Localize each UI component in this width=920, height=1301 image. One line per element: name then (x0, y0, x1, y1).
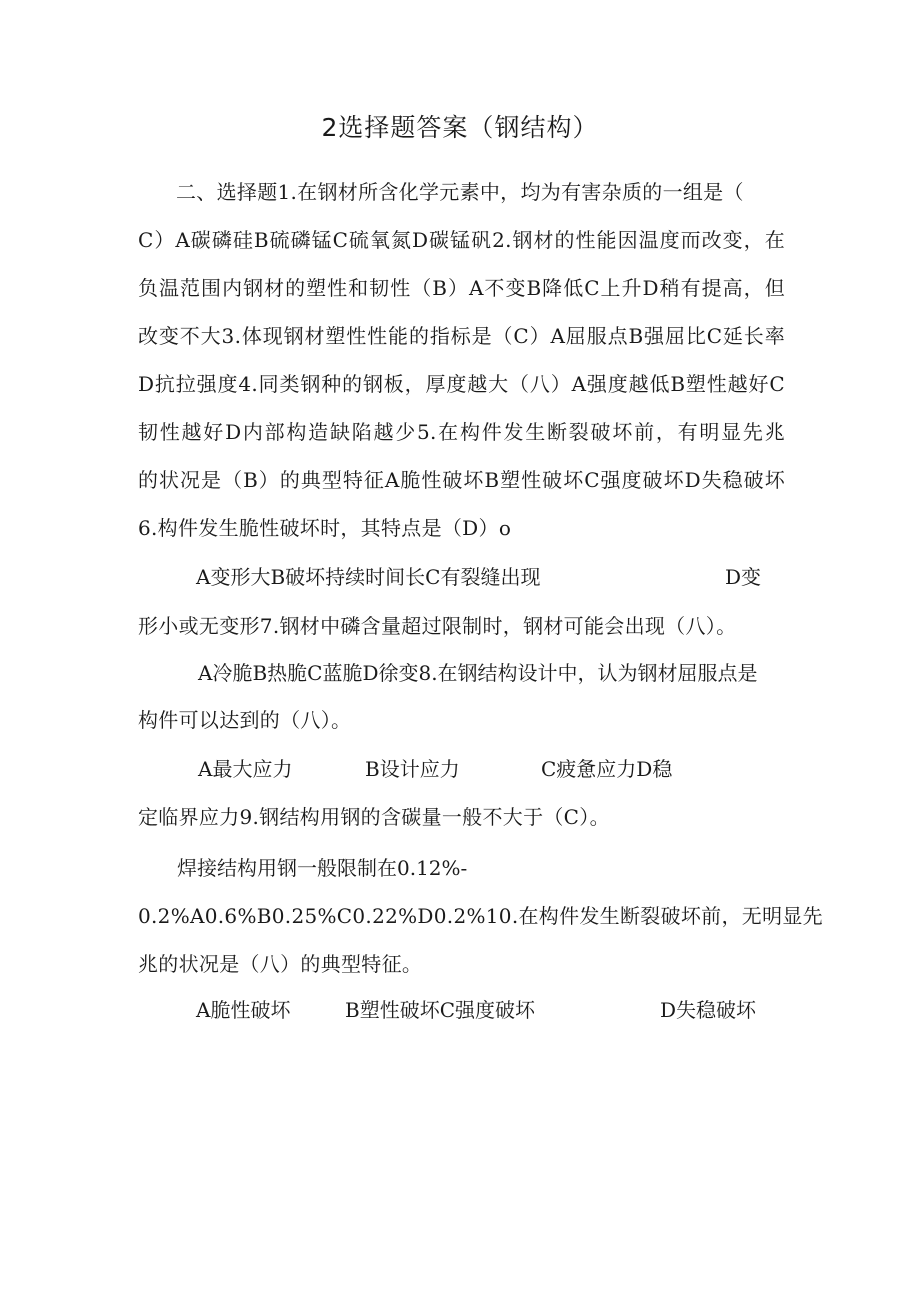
option-a: A最大应力 (198, 757, 293, 781)
paragraph-line: 定临界应力9.钢结构用钢的含碳量一般不大于（C）。 (138, 805, 610, 829)
paragraph-line: 0.2%A0.6%B0.25%C0.22%D0.2%10.在构件发生断裂破坏前，无明显先 (138, 904, 823, 928)
option-b: B设计应力 (365, 757, 460, 781)
paragraph-line: 6.构件发生脆性破坏时，其特点是（D）o (138, 516, 512, 540)
option-d: D失稳破坏 (660, 998, 757, 1022)
paragraph-line: D抗拉强度4.同类钢种的钢板，厚度越大（八）A强度越低B塑性越好C (138, 372, 785, 396)
paragraph-line: C）A碳磷硅B硫磷锰C硫氧氮D碳锰矾2.钢材的性能因温度而改变，在 (138, 228, 785, 252)
paragraph-line: 改变不大3.体现钢材塑性性能的指标是（C）A屈服点B强屈比C延长率 (138, 324, 785, 348)
paragraph-line: 构件可以达到的（八）。 (138, 708, 352, 732)
option-a: A脆性破坏 (196, 998, 291, 1022)
options-line: D变 (725, 565, 762, 589)
page-title: 2选择题答案（钢结构） (321, 113, 599, 142)
options-line: A冷脆B热脆C蓝脆D徐变8.在钢结构设计中，认为钢材屈服点是 (198, 661, 758, 685)
paragraph-line: 焊接结构用钢一般限制在0.12%- (177, 856, 468, 880)
paragraph-line: 的状况是（B）的典型特征A脆性破坏B塑性破坏C强度破坏D失稳破坏 (138, 468, 785, 492)
option-cd: C疲惫应力D稳 (541, 757, 673, 781)
options-line: A变形大B破坏持续时间长C有裂缝出现 (196, 565, 541, 589)
paragraph-line: 负温范围内钢材的塑性和韧性（B）A不变B降低C上升D稍有提高，但 (138, 276, 785, 300)
paragraph-line: 二、选择题1.在钢材所含化学元素中，均为有害杂质的一组是（ (176, 180, 744, 204)
paragraph-line: 兆的状况是（八）的典型特征。 (138, 952, 423, 976)
paragraph-line: 韧性越好D内部构造缺陷越少5.在构件发生断裂破坏前，有明显先兆 (138, 420, 785, 444)
option-bc: B塑性破坏C强度破坏 (345, 998, 535, 1022)
paragraph-line: 形小或无变形7.钢材中磷含量超过限制时，钢材可能会出现（八）。 (138, 614, 737, 638)
